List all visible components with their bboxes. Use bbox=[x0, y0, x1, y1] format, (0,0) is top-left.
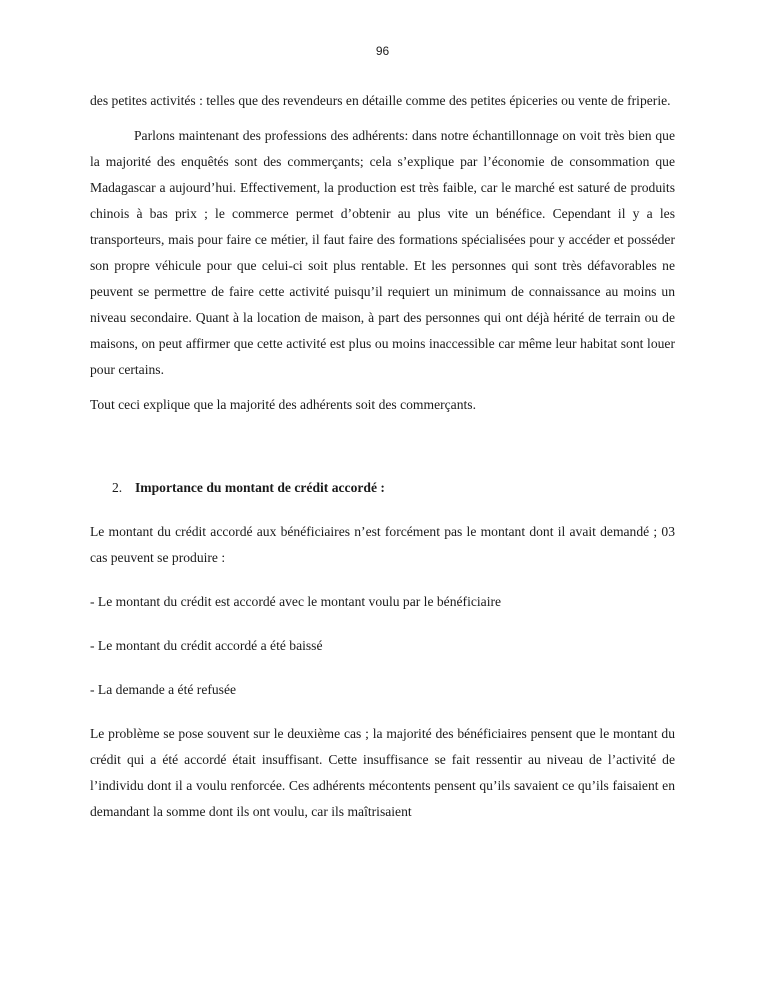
list-item-case-3: - La demande a été refusée bbox=[90, 682, 237, 697]
list-item-case-2: - Le montant du crédit accordé a été baissé bbox=[90, 638, 323, 653]
paragraph-petites-activites: des petites activités : telles que des revendeurs en détaille comme des petites épiceries ou vente de friperie. bbox=[90, 93, 671, 108]
paragraph-probleme-deuxieme-cas: Le problème se pose souvent sur le deuxième cas ; la majorité des bénéficiaires pensent que le montant du crédit qui a été accordé était insuffisant. Cette insuffisance se fait ressentir au niveau de l’activité de l’individu dont il a voulu renforcée. Ces adhérents mécontents pensent qu’ils savaient ce qu’ils faisaient en demandant la somme dont ils ont voulu, car ils maîtrisaient bbox=[90, 726, 675, 819]
paragraph-montant-intro: Le montant du crédit accordé aux bénéficiaires n’est forcément pas le montant dont il avait demandé ; 03 cas peuvent se produire : bbox=[90, 524, 675, 565]
section-title: Importance du montant de crédit accordé : bbox=[135, 480, 385, 495]
page-body bbox=[90, 88, 675, 825]
section-number: 2. bbox=[112, 480, 123, 495]
list-item-case-1: - Le montant du crédit est accordé avec le montant voulu par le bénéficiaire bbox=[90, 594, 502, 609]
paragraph-professions-adherents: Parlons maintenant des professions des adhérents: dans notre échantillonnage on voit très bien que la majorité des enquêtés sont des commerçants; cela s’explique par l’économie de consommation que Madagascar a aujourd’hui. Effectivement, la production est très faible, car le marché est saturé de produits chinois à bas prix ; le commerce permet d’obtenir au plus vite un bénéfice. Cependant il y a les transporteurs, mais pour faire ce métier, il faut faire des formations spécialisées pour y accéder et posséder son propre véhicule pour que celui-ci soit plus rentable. Et les personnes qui sont très défavorables ne peuvent se permettre de faire cette activité puisqu’il requiert un minimum de connaissance au moins un niveau secondaire. Quant à la location de maison, à part des personnes qui ont déjà hérité de terrain ou de maisons, on peut affirmer que cette activité est plus ou moins inaccessible car même leur habitat sont louer pour certains. bbox=[90, 128, 675, 377]
page-number: 96 bbox=[375, 44, 390, 58]
paragraph-conclusion-commercants: Tout ceci explique que la majorité des adhérents soit des commerçants. bbox=[90, 397, 476, 412]
section-heading bbox=[90, 475, 675, 501]
